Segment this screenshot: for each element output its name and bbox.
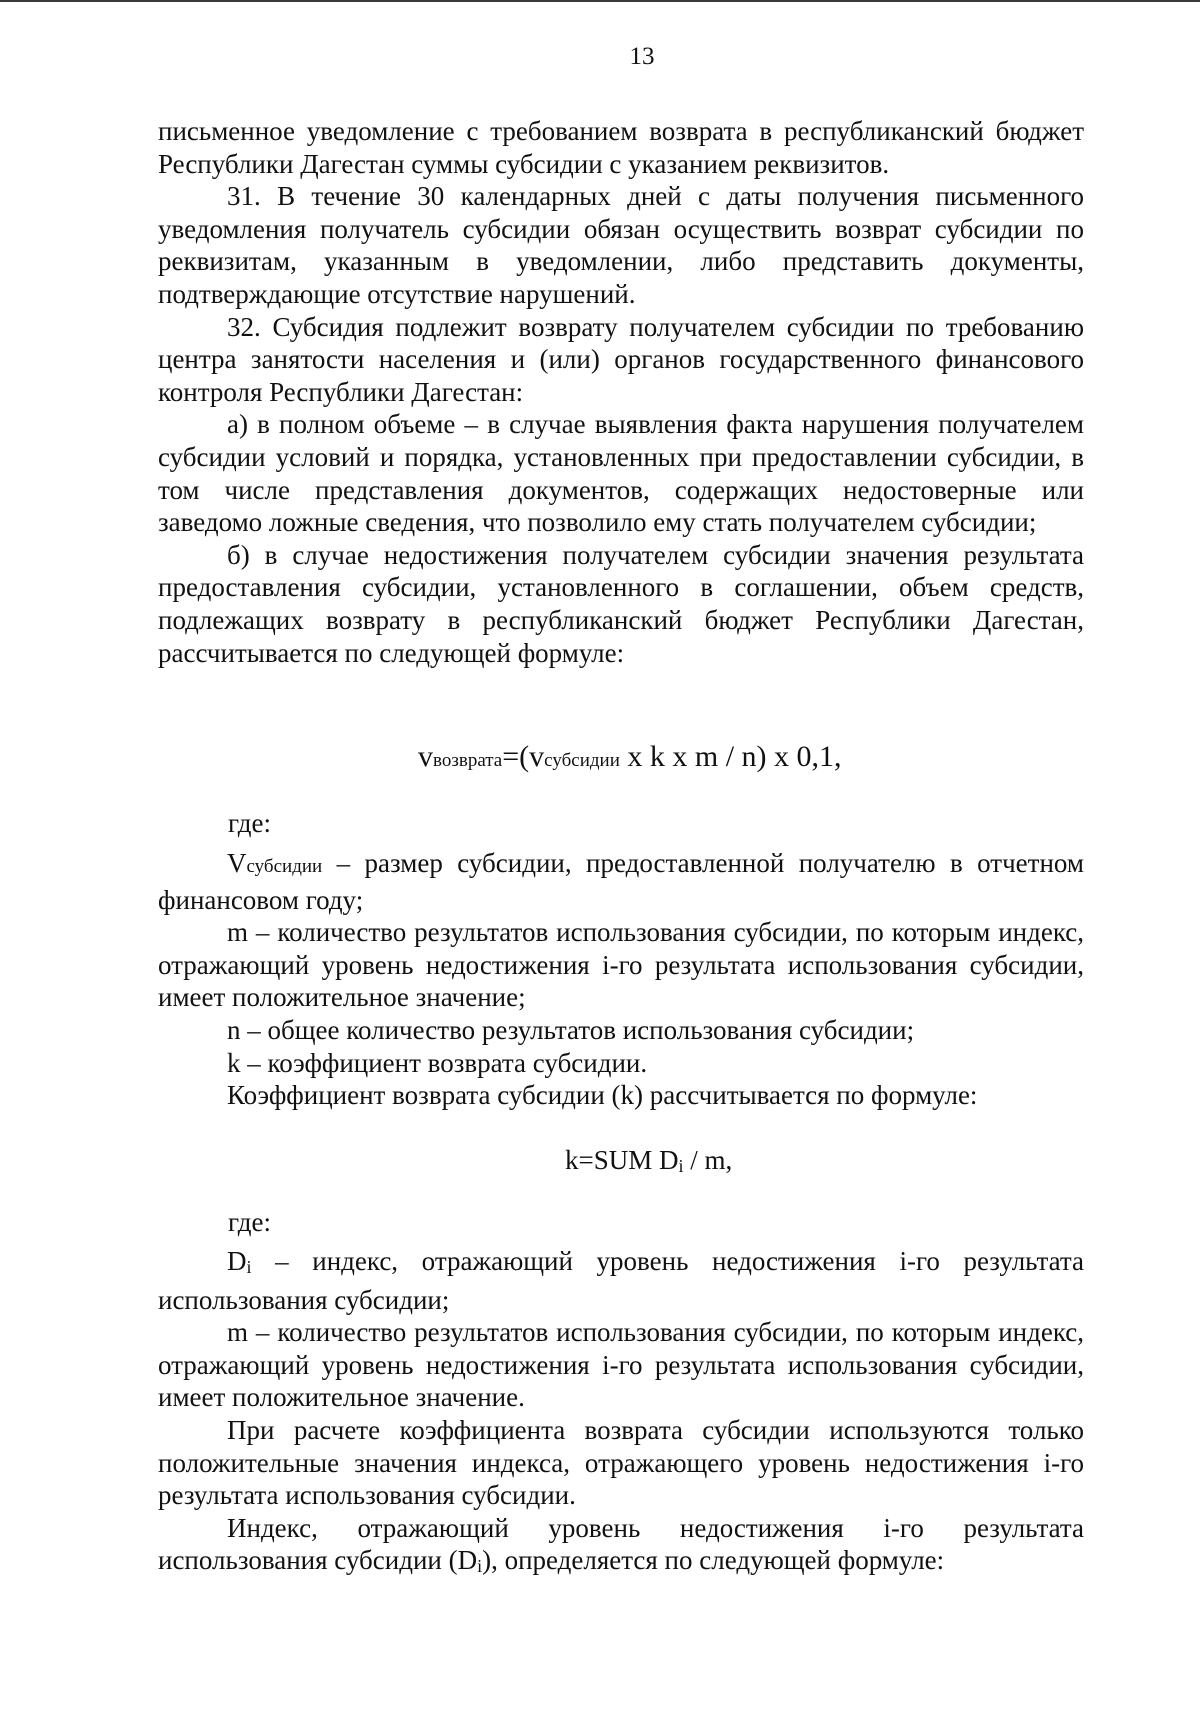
- definition-m: m – количество результатов использования субсидии, по которым индекс, отражающий уровень недостижения i-го результата использования субсидии, имеет положительное значение;: [158, 917, 1084, 1013]
- definition-n: n – общее количество результатов использования субсидии;: [227, 1014, 915, 1045]
- formula1-sub-subsidy: субсидии: [544, 750, 620, 771]
- paragraph-32b: б) в случае недостижения получателем субсидии значения результата предоставления субсидии, установленного в соглашении, объем средств, подлежащих возврату в республиканский бюджет Республики Дагестан, рассчитывается по следующей формуле:: [158, 539, 1084, 668]
- def-v-sub: субсидии: [246, 856, 323, 877]
- paragraph-32a: а) в полном объеме – в случае выявления факта нарушения получателем субсидии условий и порядка, установленных при предоставлении субсидии, в том числе представления документов, содержащих недостоверные или заведомо ложные сведения, что позволило ему стать получателем субсидии;: [158, 409, 1084, 538]
- body-text: [158, 115, 1084, 669]
- definitions-1: [158, 847, 1084, 1112]
- definition-k: k – коэффициент возврата субсидии.: [227, 1047, 648, 1078]
- index-intro-a: Индекс, отражающий уровень недостижения i-го результата использования субсидии (D: [158, 1512, 1084, 1576]
- index-intro-b: ), определяется по следующей формуле:: [482, 1545, 945, 1576]
- index-formula-intro: [158, 1512, 1084, 1583]
- paragraph-31: 31. В течение 30 календарных дней с даты получения письменного уведомления получатель субсидии обязан осуществить возврат субсидии по реквизитам, указанным в уведомлении, либо представить документы, подтверждающие отсутствие нарушений.: [158, 181, 1084, 309]
- formula2-left: k=SUM D: [565, 1145, 679, 1175]
- definition-m-2: m – количество результатов использования субсидии, по которым индекс, отражающий уровень недостижения i-го результата использования субсидии, имеет положительное значение.: [158, 1317, 1084, 1413]
- where-label-1: где:: [228, 808, 271, 838]
- index-intro-sub: i: [477, 1556, 483, 1577]
- paragraph-32: 32. Субсидия подлежит возврату получателем субсидии по требованию центра занятости населения и (или) органов государственного финансового контроля Республики Дагестан:: [158, 311, 1084, 407]
- formula1-rest: x k x m / n) x 0,1,: [619, 740, 842, 773]
- definitions-2: [158, 1245, 1084, 1583]
- k-coefficient-formula: [565, 1145, 732, 1177]
- def-d-text: – индекс, отражающий уровень недостижения i-го результата использования субсидии;: [158, 1246, 1084, 1315]
- formula1-eq: =(v: [502, 740, 545, 773]
- return-volume-formula: [418, 740, 842, 774]
- top-border-line: [0, 0, 1200, 2]
- paragraph-continuation: письменное уведомление с требованием возврата в республиканский бюджет Республики Дагестан суммы субсидии с указанием реквизитов.: [158, 116, 1084, 179]
- definition-v: [158, 847, 1084, 916]
- formula2-sub: i: [678, 1156, 684, 1176]
- where-label-2: где:: [228, 1207, 271, 1237]
- def-v-symbol: V: [227, 848, 247, 878]
- def-v-text: – размер субсидии, предоставленной получателю в отчетном финансовом году;: [158, 848, 1084, 915]
- positive-values-note: При расчете коэффициента возврата субсидии используются только положительные значения индекса, отражающего уровень недостижения i-го результата использования субсидии.: [158, 1414, 1084, 1511]
- k-formula-intro: Коэффициент возврата субсидии (k) рассчитывается по формуле:: [227, 1080, 978, 1111]
- definition-d: [158, 1245, 1084, 1316]
- formula1-v: v: [418, 740, 433, 773]
- def-d-symbol: D: [227, 1246, 247, 1276]
- page-number: 13: [629, 43, 655, 70]
- def-d-sub: i: [246, 1257, 252, 1277]
- formula1-sub-return: возврата: [433, 750, 503, 771]
- formula2-right: / m,: [683, 1145, 733, 1175]
